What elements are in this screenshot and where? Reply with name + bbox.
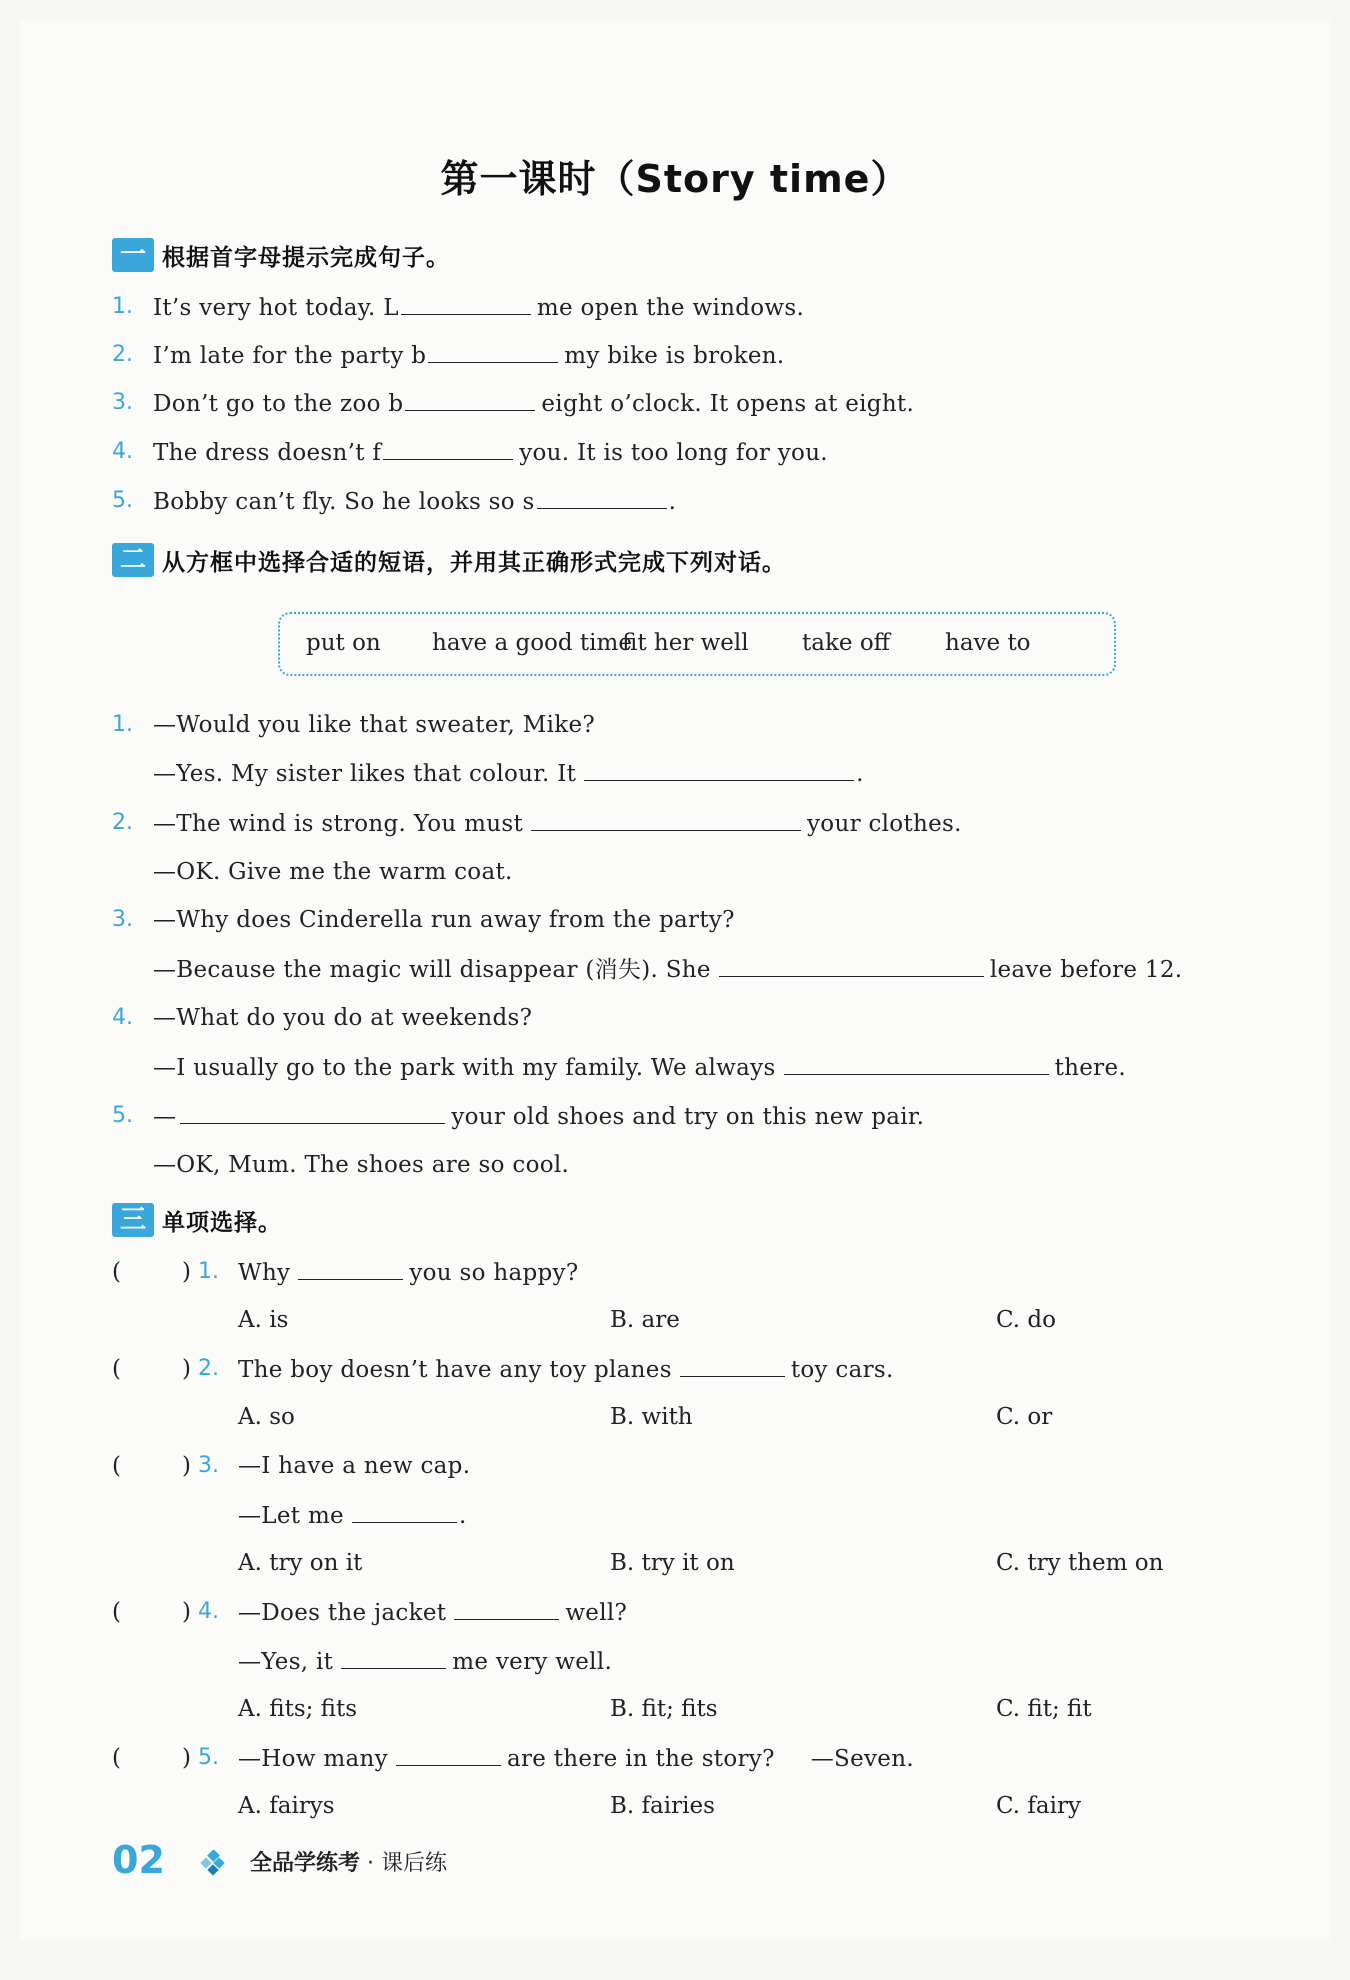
mc-1-option-b[interactable]: B. are [610,1307,680,1333]
s2-item-2-line2: —OK. Give me the warm coat. [153,859,513,885]
section-3-badge: 三 [112,1203,154,1237]
brand-sub: 课后练 [381,1851,448,1876]
phrase-take-off: take off [802,630,891,656]
s1-item-1: It’s very hot today. L me open the windows. [153,292,804,323]
answer-paren-open: ( [112,1356,121,1382]
brand-dot: · [367,1851,375,1876]
mc-5-num: 5. [198,1745,219,1770]
answer-paren-close: ) [182,1259,191,1285]
answer-paren-open: ( [112,1599,121,1625]
mc-2-question: The boy doesn’t have any toy planes toy cars. [238,1354,894,1385]
s1-item-4-num: 4. [112,439,133,464]
footer-brand [250,1846,447,1877]
mc-4-option-b[interactable]: B. fit; fits [610,1696,718,1722]
s2-item-3-line1: —Why does Cinderella run away from the party? [153,907,735,933]
mc-4-num: 4. [198,1599,219,1624]
s1-item-3: Don’t go to the zoo b eight o’clock. It opens at eight. [153,388,914,419]
answer-blank[interactable] [352,1500,457,1523]
answer-paren-open: ( [112,1453,121,1479]
answer-paren-open: ( [112,1259,121,1285]
mc-2-option-c[interactable]: C. or [996,1404,1053,1430]
s2-item-2-line1: —The wind is strong. You must your clothes. [153,808,962,839]
s2-item-2-num: 2. [112,810,133,835]
section-2-header [112,543,786,577]
section-1-badge: 一 [112,238,154,272]
phrase-have-to: have to [945,630,1031,656]
answer-blank[interactable] [584,758,854,781]
s1-item-4: The dress doesn’t f you. It is too long for you. [153,437,828,468]
answer-blank[interactable] [680,1354,785,1377]
phrase-box [278,612,1116,676]
answer-blank[interactable] [428,340,558,363]
s2-item-4-line2: —I usually go to the park with my family. We always there. [153,1052,1126,1083]
phrase-have-a-good-time: have a good time [432,630,632,656]
mc-3-num: 3. [198,1453,219,1478]
diamond-logo-icon [200,1850,228,1876]
answer-paren-close: ) [182,1356,191,1382]
mc-3-question-line1: —I have a new cap. [238,1453,471,1479]
answer-paren-close: ) [182,1453,191,1479]
s1-item-5-num: 5. [112,488,133,513]
answer-paren-close: ) [182,1599,191,1625]
answer-paren-close: ) [182,1745,191,1771]
mc-1-question: Why you so happy? [238,1257,578,1288]
answer-blank[interactable] [341,1646,446,1669]
section-2-title: 从方框中选择合适的短语，并用其正确形式完成下列对话。 [162,549,786,576]
section-2-badge: 二 [112,543,154,577]
answer-blank[interactable] [401,292,531,315]
mc-3-option-a[interactable]: A. try on it [238,1550,363,1576]
s2-item-4-line1: —What do you do at weekends? [153,1005,533,1031]
s2-item-4-num: 4. [112,1005,133,1030]
s1-item-1-num: 1. [112,294,133,319]
mc-2-option-b[interactable]: B. with [610,1404,693,1430]
s2-item-3-num: 3. [112,907,133,932]
answer-blank[interactable] [405,388,535,411]
page-number: 02 [112,1838,165,1882]
answer-blank[interactable] [537,486,667,509]
s1-item-2: I’m late for the party b my bike is broken. [153,340,784,371]
s1-item-3-num: 3. [112,390,133,415]
mc-5-question: —How many are there in the story? —Seven. [238,1743,914,1774]
s1-item-5: Bobby can’t fly. So he looks so s . [153,486,676,517]
s2-item-1-num: 1. [112,712,133,737]
mc-4-question-line2: —Yes, it me very well. [238,1646,612,1677]
mc-5-option-b[interactable]: B. fairies [610,1793,715,1819]
section-3-header [112,1203,282,1237]
answer-paren-open: ( [112,1745,121,1771]
mc-2-option-a[interactable]: A. so [238,1404,295,1430]
mc-1-option-a[interactable]: A. is [238,1307,289,1333]
mc-4-option-c[interactable]: C. fit; fit [996,1696,1092,1722]
s1-item-2-num: 2. [112,342,133,367]
s2-item-1-line1: —Would you like that sweater, Mike? [153,712,596,738]
mc-1-option-c[interactable]: C. do [996,1307,1056,1333]
mc-1-num: 1. [198,1259,219,1284]
phrase-put-on: put on [306,630,381,656]
mc-3-option-b[interactable]: B. try it on [610,1550,735,1576]
section-1-header [112,238,450,272]
section-1-title: 根据首字母提示完成句子。 [162,244,450,271]
s2-item-3-line2: —Because the magic will disappear (消失). She leave before 12. [153,954,1182,985]
s2-item-5-line2: —OK, Mum. The shoes are so cool. [153,1152,570,1178]
mc-3-question-line2: —Let me . [238,1500,467,1531]
page-title: 第一课时（Story time） [440,157,910,201]
mc-4-option-a[interactable]: A. fits; fits [238,1696,358,1722]
s2-item-1-line2: —Yes. My sister likes that colour. It . [153,758,864,789]
mc-2-num: 2. [198,1356,219,1381]
answer-blank[interactable] [719,954,984,977]
s2-item-5-line1: — your old shoes and try on this new pair. [153,1101,924,1132]
worksheet-page [20,20,1330,1940]
answer-blank[interactable] [531,808,801,831]
answer-blank[interactable] [396,1743,501,1766]
answer-blank[interactable] [383,437,513,460]
answer-blank[interactable] [298,1257,403,1280]
mc-4-question-line1: —Does the jacket well? [238,1597,627,1628]
brand-name: 全品学练考 [250,1851,361,1876]
answer-blank[interactable] [784,1052,1049,1075]
answer-blank[interactable] [180,1101,445,1124]
answer-blank[interactable] [454,1597,559,1620]
mc-5-option-c[interactable]: C. fairy [996,1793,1081,1819]
phrase-fit-her-well: fit her well [622,630,749,656]
mc-5-option-a[interactable]: A. fairys [238,1793,335,1819]
section-3-title: 单项选择。 [162,1209,282,1236]
s2-item-5-num: 5. [112,1103,133,1128]
mc-3-option-c[interactable]: C. try them on [996,1550,1164,1576]
